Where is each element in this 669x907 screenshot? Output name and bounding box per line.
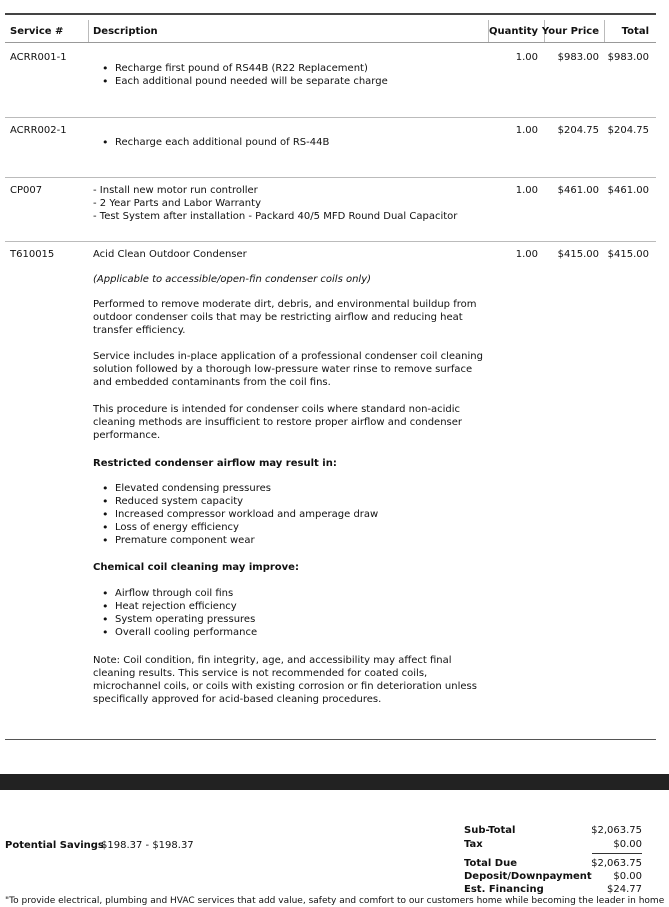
table-top-rule	[5, 13, 656, 15]
row-divider	[5, 241, 656, 242]
header-your-price: Your Price	[541, 26, 599, 37]
description-list	[115, 62, 388, 88]
potential-savings-value: $198.37 - $198.37	[101, 840, 194, 851]
list-item: • Each additional pound needed will be separate charge	[115, 75, 388, 88]
price-value: $461.00	[557, 185, 599, 196]
header-quantity: Quantity	[489, 26, 538, 37]
quantity-value: 1.00	[515, 185, 538, 196]
column-divider	[604, 20, 605, 42]
footer-band	[0, 774, 669, 790]
cleaning-benefits-list	[115, 587, 257, 639]
subheading-cleaning-benefits: Chemical coil cleaning may improve:	[93, 562, 299, 573]
list-item: • Reduced system capacity	[115, 495, 378, 508]
header-description: Description	[93, 26, 158, 37]
row-divider	[5, 177, 656, 178]
service-number: ACRR002-1	[10, 125, 67, 136]
totals-rule	[592, 853, 642, 854]
description-line: - 2 Year Parts and Labor Warranty	[93, 198, 261, 209]
financing-value: $24.77	[607, 884, 642, 895]
tax-label: Tax	[464, 839, 483, 850]
list-item: • Elevated condensing pressures	[115, 482, 378, 495]
total-value: $415.00	[607, 249, 649, 260]
column-divider	[88, 20, 89, 42]
header-service-number: Service #	[10, 26, 64, 37]
total-value: $204.75	[607, 125, 649, 136]
header-total: Total	[621, 26, 649, 37]
list-item: • Overall cooling performance	[115, 626, 257, 639]
price-value: $415.00	[557, 249, 599, 260]
subtotal-label: Sub-Total	[464, 825, 516, 836]
quantity-value: 1.00	[515, 52, 538, 63]
service-number: T610015	[10, 249, 55, 260]
row-divider	[5, 117, 656, 118]
paragraph: Performed to remove moderate dirt, debris, and environmental buildup from outdoor condenser coils that may be restricting airflow and reducing heat transfer efficiency.	[93, 299, 477, 336]
list-item: • Heat rejection efficiency	[115, 600, 257, 613]
description-list	[115, 136, 329, 149]
list-item: • Premature component wear	[115, 534, 378, 547]
service-title: Acid Clean Outdoor Condenser	[93, 249, 247, 260]
service-number: CP007	[10, 185, 43, 196]
service-number: ACRR001-1	[10, 52, 67, 63]
final-note: Note: Coil condition, fin integrity, age, and accessibility may affect final cleaning results. This service is not recommended for coated coils, microchannel coils, or coils with existing corrosion or fin deterioration unless specifically approved for acid-based cleaning procedures.	[93, 655, 477, 705]
tax-value: $0.00	[613, 839, 642, 850]
total-due-label: Total Due	[464, 858, 518, 869]
price-value: $983.00	[557, 52, 599, 63]
deposit-label: Deposit/Downpayment	[464, 871, 592, 882]
mission-quote: "To provide electrical, plumbing and HVAC services that add value, safety and comfort to our customers home while becoming the leader in home	[5, 896, 665, 906]
airflow-results-list	[115, 482, 378, 547]
subheading-airflow-results: Restricted condenser airflow may result in:	[93, 458, 337, 469]
price-value: $204.75	[557, 125, 599, 136]
quantity-value: 1.00	[515, 125, 538, 136]
description-line: - Install new motor run controller	[93, 185, 258, 196]
total-due-value: $2,063.75	[591, 858, 642, 869]
list-item: • Loss of energy efficiency	[115, 521, 378, 534]
quantity-value: 1.00	[515, 249, 538, 260]
applicability-note: (Applicable to accessible/open-fin condenser coils only)	[93, 274, 372, 285]
total-value: $983.00	[607, 52, 649, 63]
header-rule	[5, 42, 656, 43]
list-item: • Increased compressor workload and amperage draw	[115, 508, 378, 521]
financing-label: Est. Financing	[464, 884, 544, 895]
total-value: $461.00	[607, 185, 649, 196]
list-item: • Recharge each additional pound of RS-44B	[115, 136, 329, 149]
potential-savings-label: Potential Savings	[5, 840, 104, 851]
paragraph: This procedure is intended for condenser coils where standard non-acidic cleaning methods are insufficient to restore proper airflow and condenser performance.	[93, 404, 463, 441]
table-bottom-rule	[5, 739, 656, 740]
list-item: • Recharge first pound of RS44B (R22 Replacement)	[115, 62, 388, 75]
description-lines	[93, 184, 488, 223]
list-item: • Airflow through coil fins	[115, 587, 257, 600]
paragraph: Service includes in-place application of a professional condenser coil cleaning solution followed by a thorough low-pressure water rinse to remove surface and embedded contaminants from the coil fins.	[93, 351, 483, 388]
list-item: • System operating pressures	[115, 613, 257, 626]
deposit-value: $0.00	[613, 871, 642, 882]
subtotal-value: $2,063.75	[591, 825, 642, 836]
description-line: - Test System after installation - Packard 40/5 MFD Round Dual Capacitor	[93, 211, 458, 222]
